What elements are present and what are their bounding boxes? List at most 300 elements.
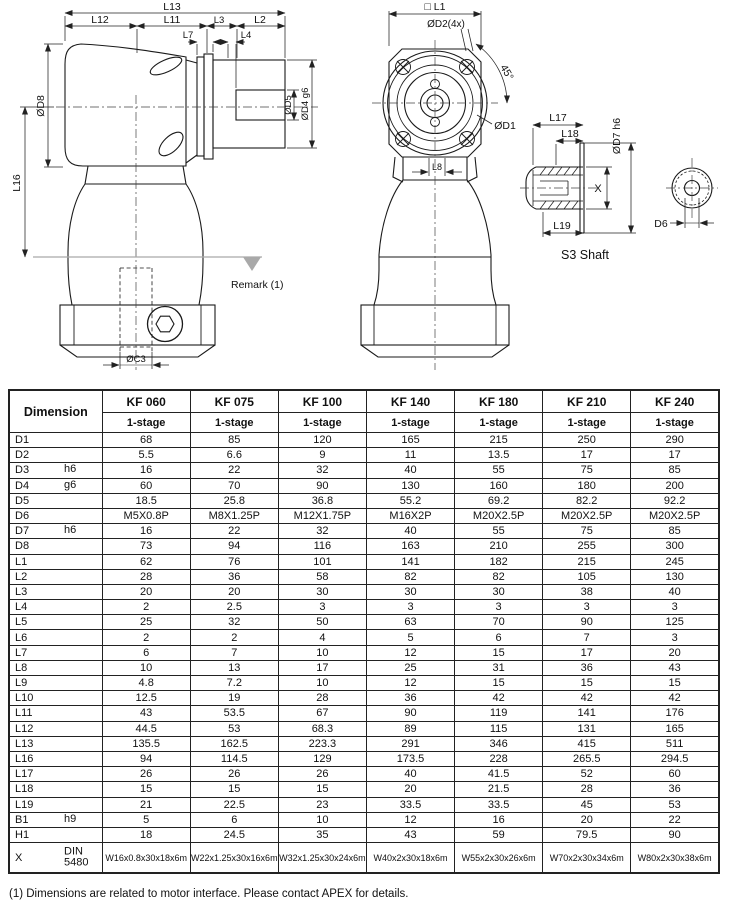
- value-cell: 346: [455, 736, 543, 751]
- value-cell: 125: [631, 615, 719, 630]
- table-row: [9, 615, 719, 630]
- dimension-label-cell: [9, 539, 102, 554]
- dimension-label: L16: [15, 753, 34, 766]
- value-cell: 250: [543, 433, 631, 448]
- value-cell: 105: [543, 569, 631, 584]
- table-row: [9, 478, 719, 493]
- dimension-label-cell: [9, 600, 102, 615]
- dimension-label-cell: [9, 812, 102, 827]
- dim-label-l7: L7: [182, 30, 194, 41]
- value-cell: 33.5: [455, 797, 543, 812]
- table-row: [9, 554, 719, 569]
- dimension-table: [8, 389, 720, 874]
- value-cell: M20X2.5P: [631, 508, 719, 523]
- model-column-header: KF 075: [190, 390, 278, 413]
- value-cell: 228: [455, 751, 543, 766]
- value-cell: 18: [102, 827, 190, 842]
- dimension-label-cell: [9, 660, 102, 675]
- value-cell: 15: [455, 676, 543, 691]
- value-cell: 2: [102, 600, 190, 615]
- table-row: [9, 463, 719, 478]
- value-cell: 42: [543, 691, 631, 706]
- dimension-label-cell: [9, 554, 102, 569]
- dimension-label: D8: [15, 540, 30, 553]
- value-cell: 53: [631, 797, 719, 812]
- shaft-view-drawing: [520, 143, 718, 233]
- dimension-tolerance: h6: [64, 463, 77, 476]
- table-body: [9, 433, 719, 874]
- value-cell: 6: [190, 812, 278, 827]
- front-view-dimensions: [389, 11, 507, 176]
- dim-label-l13: L13: [163, 1, 181, 13]
- dim-label-d8: ØD8: [35, 95, 47, 117]
- dimension-label: H1: [15, 828, 30, 841]
- value-cell: 6: [455, 630, 543, 645]
- dimension-label: L2: [15, 570, 28, 583]
- dimension-label: L7: [15, 646, 28, 659]
- value-cell: 67: [278, 706, 366, 721]
- dimension-label: L6: [15, 631, 28, 644]
- value-cell: 55: [455, 463, 543, 478]
- value-cell: 6: [102, 645, 190, 660]
- value-cell: 17: [278, 660, 366, 675]
- value-cell: 2: [190, 630, 278, 645]
- value-cell: 162.5: [190, 736, 278, 751]
- dim-label-l2: L2: [254, 14, 266, 26]
- value-cell: 210: [455, 539, 543, 554]
- dimension-label-cell: [9, 524, 102, 539]
- dimension-label: L19: [15, 798, 34, 811]
- model-column-header: KF 210: [543, 390, 631, 413]
- remark-callout: [33, 257, 284, 291]
- value-cell: 85: [631, 463, 719, 478]
- value-cell: 82.2: [543, 493, 631, 508]
- dimension-label-cell: [9, 843, 102, 874]
- value-cell: 24.5: [190, 827, 278, 842]
- dimension-label-cell: [9, 827, 102, 842]
- table-row: [9, 600, 719, 615]
- table-row: [9, 539, 719, 554]
- value-cell: 3: [631, 630, 719, 645]
- footnote: (1) Dimensions are related to motor interface. Please contact APEX for details.: [9, 888, 409, 901]
- stage-header: 1-stage: [455, 413, 543, 433]
- value-cell: 52: [543, 767, 631, 782]
- dimension-label: D7: [15, 525, 30, 538]
- dimension-label: D6: [15, 510, 30, 523]
- dimension-label: L8: [15, 661, 28, 674]
- shaft-caption: S3 Shaft: [561, 248, 609, 262]
- value-cell: 90: [631, 827, 719, 842]
- value-cell: 42: [455, 691, 543, 706]
- dim-label-c3: ØC3: [126, 354, 146, 365]
- value-cell: 26: [102, 767, 190, 782]
- dimension-label-cell: [9, 448, 102, 463]
- value-cell: 16: [102, 463, 190, 478]
- value-cell: 30: [366, 584, 454, 599]
- dimension-label-cell: [9, 615, 102, 630]
- table-row: [9, 812, 719, 827]
- table-row: [9, 645, 719, 660]
- dimension-label-cell: [9, 508, 102, 523]
- value-cell: 90: [543, 615, 631, 630]
- stage-header: 1-stage: [543, 413, 631, 433]
- value-cell: 129: [278, 751, 366, 766]
- dimension-label-cell: [9, 584, 102, 599]
- model-column-header: KF 240: [631, 390, 719, 413]
- value-cell: 22: [190, 524, 278, 539]
- dimension-label: L10: [15, 692, 34, 705]
- value-cell: 2: [102, 630, 190, 645]
- model-column-header: KF 060: [102, 390, 190, 413]
- table-row: [9, 584, 719, 599]
- dimension-label-cell: [9, 433, 102, 448]
- value-cell: 16: [455, 812, 543, 827]
- value-cell: 12: [366, 645, 454, 660]
- value-cell: 53: [190, 721, 278, 736]
- value-cell: 63: [366, 615, 454, 630]
- remark-label: Remark (1): [231, 279, 284, 291]
- value-cell: 10: [278, 812, 366, 827]
- dimension-label-cell: [9, 797, 102, 812]
- value-cell: 131: [543, 721, 631, 736]
- value-cell: 15: [631, 676, 719, 691]
- value-cell: 119: [455, 706, 543, 721]
- value-cell: 82: [366, 569, 454, 584]
- value-cell: 25: [366, 660, 454, 675]
- value-cell: 10: [102, 660, 190, 675]
- value-cell: 41.5: [455, 767, 543, 782]
- value-cell: 3: [631, 600, 719, 615]
- value-cell: 36: [543, 660, 631, 675]
- value-cell: 90: [366, 706, 454, 721]
- value-cell: 511: [631, 736, 719, 751]
- value-cell: 31: [455, 660, 543, 675]
- value-cell: 58: [278, 569, 366, 584]
- value-cell: 36: [631, 782, 719, 797]
- value-cell: M16X2P: [366, 508, 454, 523]
- value-cell: 13: [190, 660, 278, 675]
- table-row: [9, 524, 719, 539]
- dimension-label-cell: [9, 736, 102, 751]
- value-cell: 17: [543, 448, 631, 463]
- dim-label-l19: L19: [553, 220, 571, 232]
- dim-label-d5: ØD5: [283, 95, 294, 115]
- value-cell: 11: [366, 448, 454, 463]
- value-cell: 21.5: [455, 782, 543, 797]
- value-cell: 22: [190, 463, 278, 478]
- value-cell: 59: [455, 827, 543, 842]
- dimension-label-cell: [9, 767, 102, 782]
- value-cell: 20: [102, 584, 190, 599]
- dimension-label-cell: [9, 721, 102, 736]
- value-cell: M8X1.25P: [190, 508, 278, 523]
- value-cell: 25: [102, 615, 190, 630]
- value-cell: 130: [631, 569, 719, 584]
- dimension-label: B1: [15, 813, 29, 826]
- value-cell: 255: [543, 539, 631, 554]
- value-cell: 141: [543, 706, 631, 721]
- value-cell: 10: [278, 645, 366, 660]
- dimension-label-cell: [9, 751, 102, 766]
- value-cell: 53.5: [190, 706, 278, 721]
- value-cell: 55: [455, 524, 543, 539]
- value-cell: 114.5: [190, 751, 278, 766]
- value-cell: 38: [543, 584, 631, 599]
- value-cell: 17: [543, 645, 631, 660]
- dimension-label: X: [15, 851, 23, 864]
- dim-label-45deg: 45°: [497, 62, 516, 83]
- dim-label-l8: L8: [431, 162, 443, 172]
- dimension-label: L13: [15, 737, 34, 750]
- value-cell: 82: [455, 569, 543, 584]
- table-row: [9, 448, 719, 463]
- stage-header: 1-stage: [631, 413, 719, 433]
- stage-header: 1-stage: [278, 413, 366, 433]
- value-cell: 290: [631, 433, 719, 448]
- table-row: [9, 493, 719, 508]
- value-cell: 92.2: [631, 493, 719, 508]
- table-row: [9, 508, 719, 523]
- value-cell: 120: [278, 433, 366, 448]
- dimension-label: D2: [15, 449, 30, 462]
- value-cell: 70: [455, 615, 543, 630]
- value-cell: 30: [455, 584, 543, 599]
- dim-label-l11: L11: [163, 14, 181, 26]
- dim-label-d4: ØD4 g6: [300, 87, 311, 121]
- table-row: [9, 797, 719, 812]
- stage-header: 1-stage: [190, 413, 278, 433]
- value-cell: 294.5: [631, 751, 719, 766]
- model-column-header: KF 100: [278, 390, 366, 413]
- value-cell: 30: [278, 584, 366, 599]
- dimension-tolerance: h9: [64, 813, 77, 826]
- dimension-label: L11: [15, 707, 33, 720]
- dimension-label-cell: [9, 463, 102, 478]
- value-cell: 3: [278, 600, 366, 615]
- dimension-label: D4: [15, 479, 30, 492]
- value-cell: 15: [543, 676, 631, 691]
- value-cell: 43: [366, 827, 454, 842]
- value-cell: 163: [366, 539, 454, 554]
- value-cell: 9: [278, 448, 366, 463]
- value-cell: 5: [102, 812, 190, 827]
- value-cell: 20: [190, 584, 278, 599]
- value-cell: 7: [543, 630, 631, 645]
- value-cell: 40: [366, 767, 454, 782]
- dim-label-l1: □ L1: [424, 1, 446, 13]
- value-cell: M12X1.75P: [278, 508, 366, 523]
- dim-label-d6: D6: [654, 218, 668, 230]
- value-cell: 300: [631, 539, 719, 554]
- model-column-header: KF 180: [455, 390, 543, 413]
- value-cell: W40x2x30x18x6m: [366, 843, 454, 874]
- dim-label-l12: L12: [91, 14, 109, 26]
- stage-header: 1-stage: [102, 413, 190, 433]
- dimension-label: D5: [15, 494, 30, 507]
- value-cell: 5.5: [102, 448, 190, 463]
- value-cell: 28: [278, 691, 366, 706]
- value-cell: W22x1.25x30x16x6m: [190, 843, 278, 874]
- value-cell: 26: [190, 767, 278, 782]
- value-cell: 36: [190, 569, 278, 584]
- dimension-label-cell: [9, 569, 102, 584]
- remark-arrow-icon: [243, 257, 261, 271]
- value-cell: 28: [543, 782, 631, 797]
- value-cell: 69.2: [455, 493, 543, 508]
- side-view-drawing: [56, 44, 318, 370]
- value-cell: 3: [455, 600, 543, 615]
- value-cell: 32: [278, 463, 366, 478]
- dim-label-l17: L17: [549, 112, 567, 124]
- value-cell: 79.5: [543, 827, 631, 842]
- value-cell: 115: [455, 721, 543, 736]
- dimension-label: L5: [15, 616, 28, 629]
- value-cell: 215: [543, 554, 631, 569]
- value-cell: 173.5: [366, 751, 454, 766]
- dimension-label-cell: [9, 493, 102, 508]
- side-view-labels: [11, 1, 311, 365]
- dimension-label: L18: [15, 783, 34, 796]
- table-row: [9, 751, 719, 766]
- value-cell: M5X0.8P: [102, 508, 190, 523]
- dim-label-l3: L3: [213, 15, 225, 26]
- table-row: [9, 706, 719, 721]
- value-cell: 12: [366, 676, 454, 691]
- value-cell: 36.8: [278, 493, 366, 508]
- value-cell: 3: [543, 600, 631, 615]
- dimension-label-cell: [9, 630, 102, 645]
- dim-label-d7: ØD7 h6: [611, 117, 623, 155]
- value-cell: 85: [190, 433, 278, 448]
- dimension-label-cell: [9, 782, 102, 797]
- table-row: [9, 433, 719, 448]
- value-cell: W80x2x30x38x6m: [631, 843, 719, 874]
- value-cell: 15: [278, 782, 366, 797]
- value-cell: 94: [102, 751, 190, 766]
- table-row: [9, 630, 719, 645]
- value-cell: 32: [278, 524, 366, 539]
- dimension-label: L1: [15, 555, 28, 568]
- value-cell: 26: [278, 767, 366, 782]
- stage-header: 1-stage: [366, 413, 454, 433]
- value-cell: 50: [278, 615, 366, 630]
- value-cell: 180: [543, 478, 631, 493]
- value-cell: 35: [278, 827, 366, 842]
- dim-label-d2: ØD2(4x): [427, 19, 465, 30]
- value-cell: 40: [366, 463, 454, 478]
- table-row: [9, 676, 719, 691]
- dim-label-l4: L4: [240, 30, 252, 41]
- value-cell: 68.3: [278, 721, 366, 736]
- value-cell: W70x2x30x34x6m: [543, 843, 631, 874]
- value-cell: 73: [102, 539, 190, 554]
- value-cell: 43: [102, 706, 190, 721]
- value-cell: W32x1.25x30x24x6m: [278, 843, 366, 874]
- value-cell: 182: [455, 554, 543, 569]
- dim-label-l16: L16: [11, 174, 23, 192]
- value-cell: 17: [631, 448, 719, 463]
- value-cell: 75: [543, 463, 631, 478]
- dim-label-d1: ØD1: [494, 120, 516, 132]
- dimension-tolerance: DIN 5480: [64, 845, 89, 869]
- value-cell: 75: [543, 524, 631, 539]
- value-cell: 20: [366, 782, 454, 797]
- dimension-label: L4: [15, 601, 28, 614]
- dimension-label: L17: [15, 768, 34, 781]
- value-cell: 265.5: [543, 751, 631, 766]
- value-cell: 141: [366, 554, 454, 569]
- dimension-label: L9: [15, 677, 28, 690]
- value-cell: 12: [366, 812, 454, 827]
- value-cell: 68: [102, 433, 190, 448]
- value-cell: 135.5: [102, 736, 190, 751]
- value-cell: 116: [278, 539, 366, 554]
- value-cell: 25.8: [190, 493, 278, 508]
- value-cell: 160: [455, 478, 543, 493]
- value-cell: 2.5: [190, 600, 278, 615]
- value-cell: 5: [366, 630, 454, 645]
- value-cell: 15: [102, 782, 190, 797]
- value-cell: 22.5: [190, 797, 278, 812]
- dim-label-l18: L18: [561, 128, 579, 140]
- table-row: [9, 721, 719, 736]
- dimension-tolerance: g6: [64, 478, 77, 491]
- value-cell: 415: [543, 736, 631, 751]
- dimension-label-cell: [9, 478, 102, 493]
- value-cell: 90: [278, 478, 366, 493]
- shaft-view-labels: [549, 112, 668, 262]
- value-cell: 28: [102, 569, 190, 584]
- value-cell: 36: [366, 691, 454, 706]
- value-cell: 215: [455, 433, 543, 448]
- value-cell: 15: [190, 782, 278, 797]
- value-cell: 20: [631, 645, 719, 660]
- value-cell: 89: [366, 721, 454, 736]
- value-cell: 200: [631, 478, 719, 493]
- value-cell: 15: [455, 645, 543, 660]
- value-cell: M20X2.5P: [455, 508, 543, 523]
- dimension-label-cell: [9, 706, 102, 721]
- value-cell: 42: [631, 691, 719, 706]
- value-cell: W16x0.8x30x18x6m: [102, 843, 190, 874]
- dim-label-x: X: [594, 183, 602, 195]
- value-cell: 32: [190, 615, 278, 630]
- table-row: [9, 843, 719, 874]
- value-cell: 10: [278, 676, 366, 691]
- dimension-label-cell: [9, 676, 102, 691]
- value-cell: 20: [543, 812, 631, 827]
- table-row: [9, 782, 719, 797]
- value-cell: 101: [278, 554, 366, 569]
- value-cell: 60: [102, 478, 190, 493]
- table-row: [9, 736, 719, 751]
- dimension-column-header: Dimension: [9, 390, 102, 433]
- dimension-label: L12: [15, 722, 34, 735]
- value-cell: 7.2: [190, 676, 278, 691]
- value-cell: 3: [366, 600, 454, 615]
- value-cell: 19: [190, 691, 278, 706]
- model-column-header: KF 140: [366, 390, 454, 413]
- value-cell: 45: [543, 797, 631, 812]
- table-head: [9, 390, 719, 433]
- value-cell: 7: [190, 645, 278, 660]
- value-cell: 6.6: [190, 448, 278, 463]
- value-cell: 16: [102, 524, 190, 539]
- value-cell: 165: [366, 433, 454, 448]
- value-cell: 12.5: [102, 691, 190, 706]
- table-row: [9, 691, 719, 706]
- dimension-tolerance: h6: [64, 524, 77, 537]
